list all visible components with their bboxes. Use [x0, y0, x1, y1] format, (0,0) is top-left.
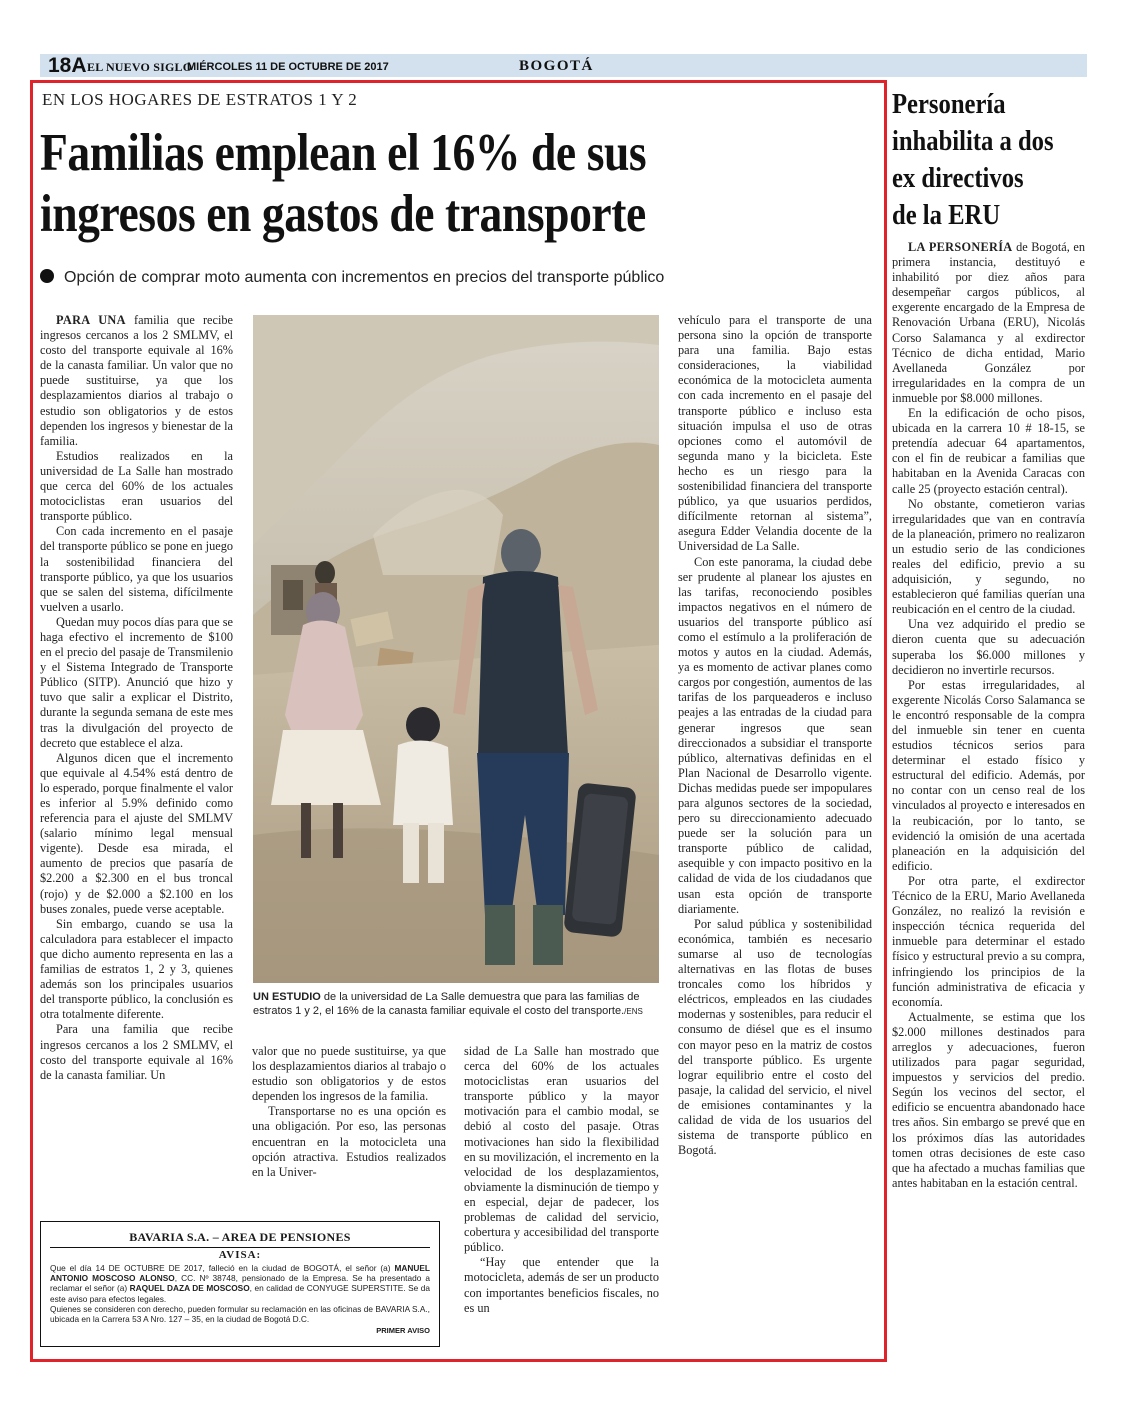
paragraph: valor que no puede sustituirse, ya que los desplazamientos diarios al trabajo o estudio son obligatorios y de estos dependen los ingresos de la familia.	[252, 1044, 446, 1104]
notice-paragraph	[50, 1263, 430, 1304]
paragraph-text: de Bogotá, en primera instancia, destituyó e inhabilitó por diez años para desempeñar cargos públicos, al exgerente encargado de la Empresa de Renovación Urbana (ERU), Nicolás Corso Salamanca y al exdirector Técnico de dicha entidad, Mario Avellaneda González por irregularidades en la compra de un inmueble por $8.000 millones.	[892, 240, 1085, 405]
paragraph: Para una familia que recibe ingresos cercanos a los 2 SMLMV, el costo del transporte equivale al 16% de la canasta familiar. Un	[40, 1022, 233, 1082]
paragraph: Por estas irregularidades, al exgerente Nicolás Corso Salamanca se le encontró responsable de la compra del inmueble sin tener en cuenta estudios técnicos serios para determinar el estado físico y estructural del edificio. Además, por no contar con un censo real de los vinculados al proyecto e interesados en la reubicación, por lo tanto, se evidenció la omisión de una acertada planeación en la adquisición del edificio.	[892, 677, 1085, 873]
paragraph: Quedan muy pocos días para que se haga efectivo el incremento de $100 en el precio del pasaje de Transmilenio y el Sistema Integrado de Transporte Público (SITP). Anunció que hizo y tuvo que salir a explicar el Distrito, durante la segunda semana de este mes tras la divulgación del proyecto de decreto que establece el alza.	[40, 614, 233, 750]
caption-text: de la universidad de La Salle demuestra que para las familias de estratos 1 y 2, el 16% de la canasta familiar equivale el costo del transporte.	[253, 991, 640, 1017]
subheadline-text: Opción de comprar moto aumenta con incrementos en precios del transporte público	[64, 269, 665, 286]
page-number: 18A	[48, 54, 87, 77]
section-name: BOGOTÁ	[519, 58, 594, 74]
deceased-name: MANUEL ANTONIO MOSCOSO ALONSO	[50, 1263, 430, 1284]
notice-body	[50, 1263, 430, 1324]
side-story-headline	[892, 86, 1068, 234]
paragraph: Transportarse no es una opción es una obligación. Por eso, las personas encuentran en la motocicleta una opción atractiva. Estudios realizados en la Univer-	[252, 1104, 446, 1179]
paragraph: sidad de La Salle han mostrado que cerca del 60% de los actuales motociclistas eran usuarios del transporte público y la mayor motivación para el cambio modal, se debió al costo del pasaje. Otras motivaciones han sido la flexibilidad en su movilización, el incremento en la velocidad de los desplazamientos, obviamente la disminución de tiempo y en especial, dejar de padecer, los problemas de calidad del servicio, cobertura y accesibilidad del transporte público.	[464, 1044, 659, 1255]
article-column-4	[678, 313, 872, 1348]
paragraph-text: familia que recibe ingresos cercanos a los 2 SMLMV, el costo del transporte equivale al 16% de la canasta familiar. Un valor que no puede sustituirse, ya que los desplazamientos diarios al trabajo o estudio son obligatorios y de estos dependen los ingresos y bienestar de la familia.	[40, 313, 233, 448]
photo-caption	[253, 990, 659, 1019]
side-story-body	[892, 240, 1085, 1350]
article-column-1	[40, 313, 233, 1200]
paragraph: Una vez adquirido el predio se dieron cuenta que su adecuación superaba los $6.000 millones y decidieron no invertirle recursos.	[892, 617, 1085, 677]
newspaper-masthead: EL NUEVO SIGLO	[87, 60, 193, 74]
paragraph: Estudios realizados en la universidad de La Salle han mostrado que cerca del 60% de los actuales motociclistas eran usuarios del transporte público.	[40, 448, 233, 524]
paragraph: Con este panorama, la ciudad debe ser prudente al planear los ajustes en las tarifas, reconociendo posibles impactos negativos en el número de usuarios del transporte público así como el estímulo a la proliferación de motos y autos en la ciudad. Además, ya es momento de activar planes como cargos por congestión, aumentos de las tarifas de los parqueaderos e incluso peajes a las entradas de la ciudad para generar ingresos que sean direccionados a subsidiar el transporte público, alternativas definidas en el Plan Nacional de Desarrollo vigente. Dichas medidas puede ser impopulares para algunos sectores de la sociedad, pero su direccionamiento adecuado puede ser la solución para un transporte público de calidad, asequible y con impacto positivo en la calidad de vida de los ciudadanos que usan esta opción de transporte diariamente.	[678, 554, 872, 916]
issue-date: MIÉRCOLES 11 DE OCTUBRE DE 2017	[187, 61, 389, 73]
side-headline-line: ex directivos	[892, 163, 1024, 194]
family-walking-illustration	[253, 315, 659, 983]
paragraph: vehículo para el transporte de una persona sino la opción de transporte para una familia. Bajo estas consideraciones, la viabilidad económica de la motocicleta aumenta con cada incremento en el pasaje del transporte público e incluso esta situación impulsa el uso de otras opciones como el automóvil de segunda mano y la bicicleta. Este hecho es un riesgo para la sostenibilidad financiera del transporte público, ya que usuarios perdidos, difícilmente retornan al sistema”, asegura Edder Velandia docente de la Universidad de La Salle.	[678, 313, 872, 554]
notice-title: BAVARIA S.A. – AREA DE PENSIONES	[50, 1230, 430, 1248]
lead-in: LA PERSONERÍA	[908, 240, 1013, 254]
notice-text: , CC. Nº 38748, pensionado de la Empresa. Se ha presentado a reclamar el señor (a)	[50, 1273, 430, 1294]
notice-paragraph: Quienes se consideren con derecho, pueden formular su reclamación en las oficinas de BAVARIA S.A., ubicada en la Carrera 53 A Nro. 127 – 35, en la ciudad de Bogotá D.C.	[50, 1303, 430, 1325]
story-headline	[40, 123, 754, 245]
article-column-2	[252, 1044, 446, 1204]
headline-line-2: ingresos en gastos de transporte	[40, 185, 646, 243]
caption-lead: UN ESTUDIO	[253, 991, 321, 1003]
paragraph: No obstante, cometieron varias irregularidades que van en contravía de la planeación, primero no realizaron un estudio serio de las condiciones reales del edificio, previo a su adquisición, y segundo, no establecieron qué familias querían una reubicación en el centro de la ciudad.	[892, 496, 1085, 617]
notice-subtitle: AVISA:	[218, 1249, 262, 1261]
paragraph: Con cada incremento en el pasaje del transporte público se pone en juego la sostenibilidad financiera del transporte público, ya que los usuarios que se salen del sistema, difícilmente vuelven a usarlo.	[40, 524, 233, 614]
article-column-3	[464, 1044, 659, 1344]
headline-line-1: Familias emplean el 16% de sus	[40, 124, 647, 182]
paragraph: Por otra parte, el exdirector Técnico de la ERU, Mario Avellaneda González, no realizó la revisión e inspección técnica requerida del inmueble para determinar el estado físico y estructural previo a su compra, infringiendo los principios de la función administrativa de eficacia y economía.	[892, 873, 1085, 1009]
paragraph: Algunos dicen que el incremento que equivale al 4.54% está dentro de lo esperado, porque finalmente el valor es inferior al 5.9% definido como referencia para el ajuste del SMLMV (salario mínimo legal mensual vigente). Desde esa mirada, el aumento de precios que pasaría de $2.200 a $2.300 en el bus troncal (rojo) y de $2.000 a $2.100 en los buses zonales, puede verse aceptable.	[40, 750, 233, 916]
paragraph: “Hay que entender que la motocicleta, además de ser un producto con importantes beneficios fiscales, no es un	[464, 1255, 659, 1315]
claimant-name: RAQUEL DAZA DE MOSCOSO	[129, 1283, 250, 1294]
paragraph: Sin embargo, cuando se usa la calculadora para establecer el impacto que dicho aumento representa en las a familias de estratos 1, 2 y 3, quienes además son los principales usuarios del transporte público, la conclusión es otra totalmente diferente.	[40, 916, 233, 1022]
photo-credit: /ENS	[624, 1007, 643, 1016]
notice-text: Que el día 14 DE OCTUBRE DE 2017, falleció en la ciudad de BOGOTÁ, el señor (a)	[50, 1263, 391, 1273]
lead-in: PARA UNA	[56, 313, 126, 327]
bullet-dot-icon	[40, 269, 54, 283]
paragraph: Por salud pública y sostenibilidad económica, también es necesario sumarse al uso de tecnologías alternativas en las flotas de buses troncales como los híbridos y eléctricos, empleados en las ciudades modernas y sostenibles, para reducir el consumo de diésel que es el insumo con mayor peso en la matriz de costos del transporte público. Es urgente lograr equilibrio entre el costo del pasaje, la calidad del servicio, el nivel de emisiones contaminantes y la calidad de vida de los usuarios del sistema de transporte público en Bogotá.	[678, 916, 872, 1158]
notice-signature: PRIMER AVISO	[376, 1326, 430, 1336]
paragraph	[40, 313, 233, 449]
side-headline-line: Personería	[892, 89, 1006, 120]
side-headline-line: de la ERU	[892, 200, 1001, 231]
paragraph	[892, 240, 1085, 406]
paragraph: Actualmente, se estima que los $2.000 millones destinados para arreglos y adecuaciones, fueron utilizados para pagar seguridad, impuestos y servicios del predio. Según los vecinos del sector, el edificio se encuentra abandonado hace tres años. Sin embargo se prevé que en los próximos días las autoridades tomen otras decisiones de este caso que ha afectado a muchas familias que antes habitaban en la estación central.	[892, 1009, 1085, 1190]
story-photo	[253, 315, 659, 983]
side-headline-line: inhabilita a dos	[892, 126, 1054, 157]
story-subheadline	[40, 268, 870, 288]
paragraph: En la edificación de ocho pisos, ubicada en la carrera 10 # 18-15, se pretendía adecuar 64 apartamentos, con el fin de reubicar a familias que habitaban en la Avenida Caracas con calle 25 (proyecto estación central).	[892, 406, 1085, 496]
legal-notice-box	[40, 1221, 440, 1347]
story-kicker: EN LOS HOGARES DE ESTRATOS 1 Y 2	[42, 90, 358, 109]
notice-text: , en calidad de CONYUGE SUPERSTITE. Se da este aviso para efectos legales.	[50, 1283, 431, 1304]
